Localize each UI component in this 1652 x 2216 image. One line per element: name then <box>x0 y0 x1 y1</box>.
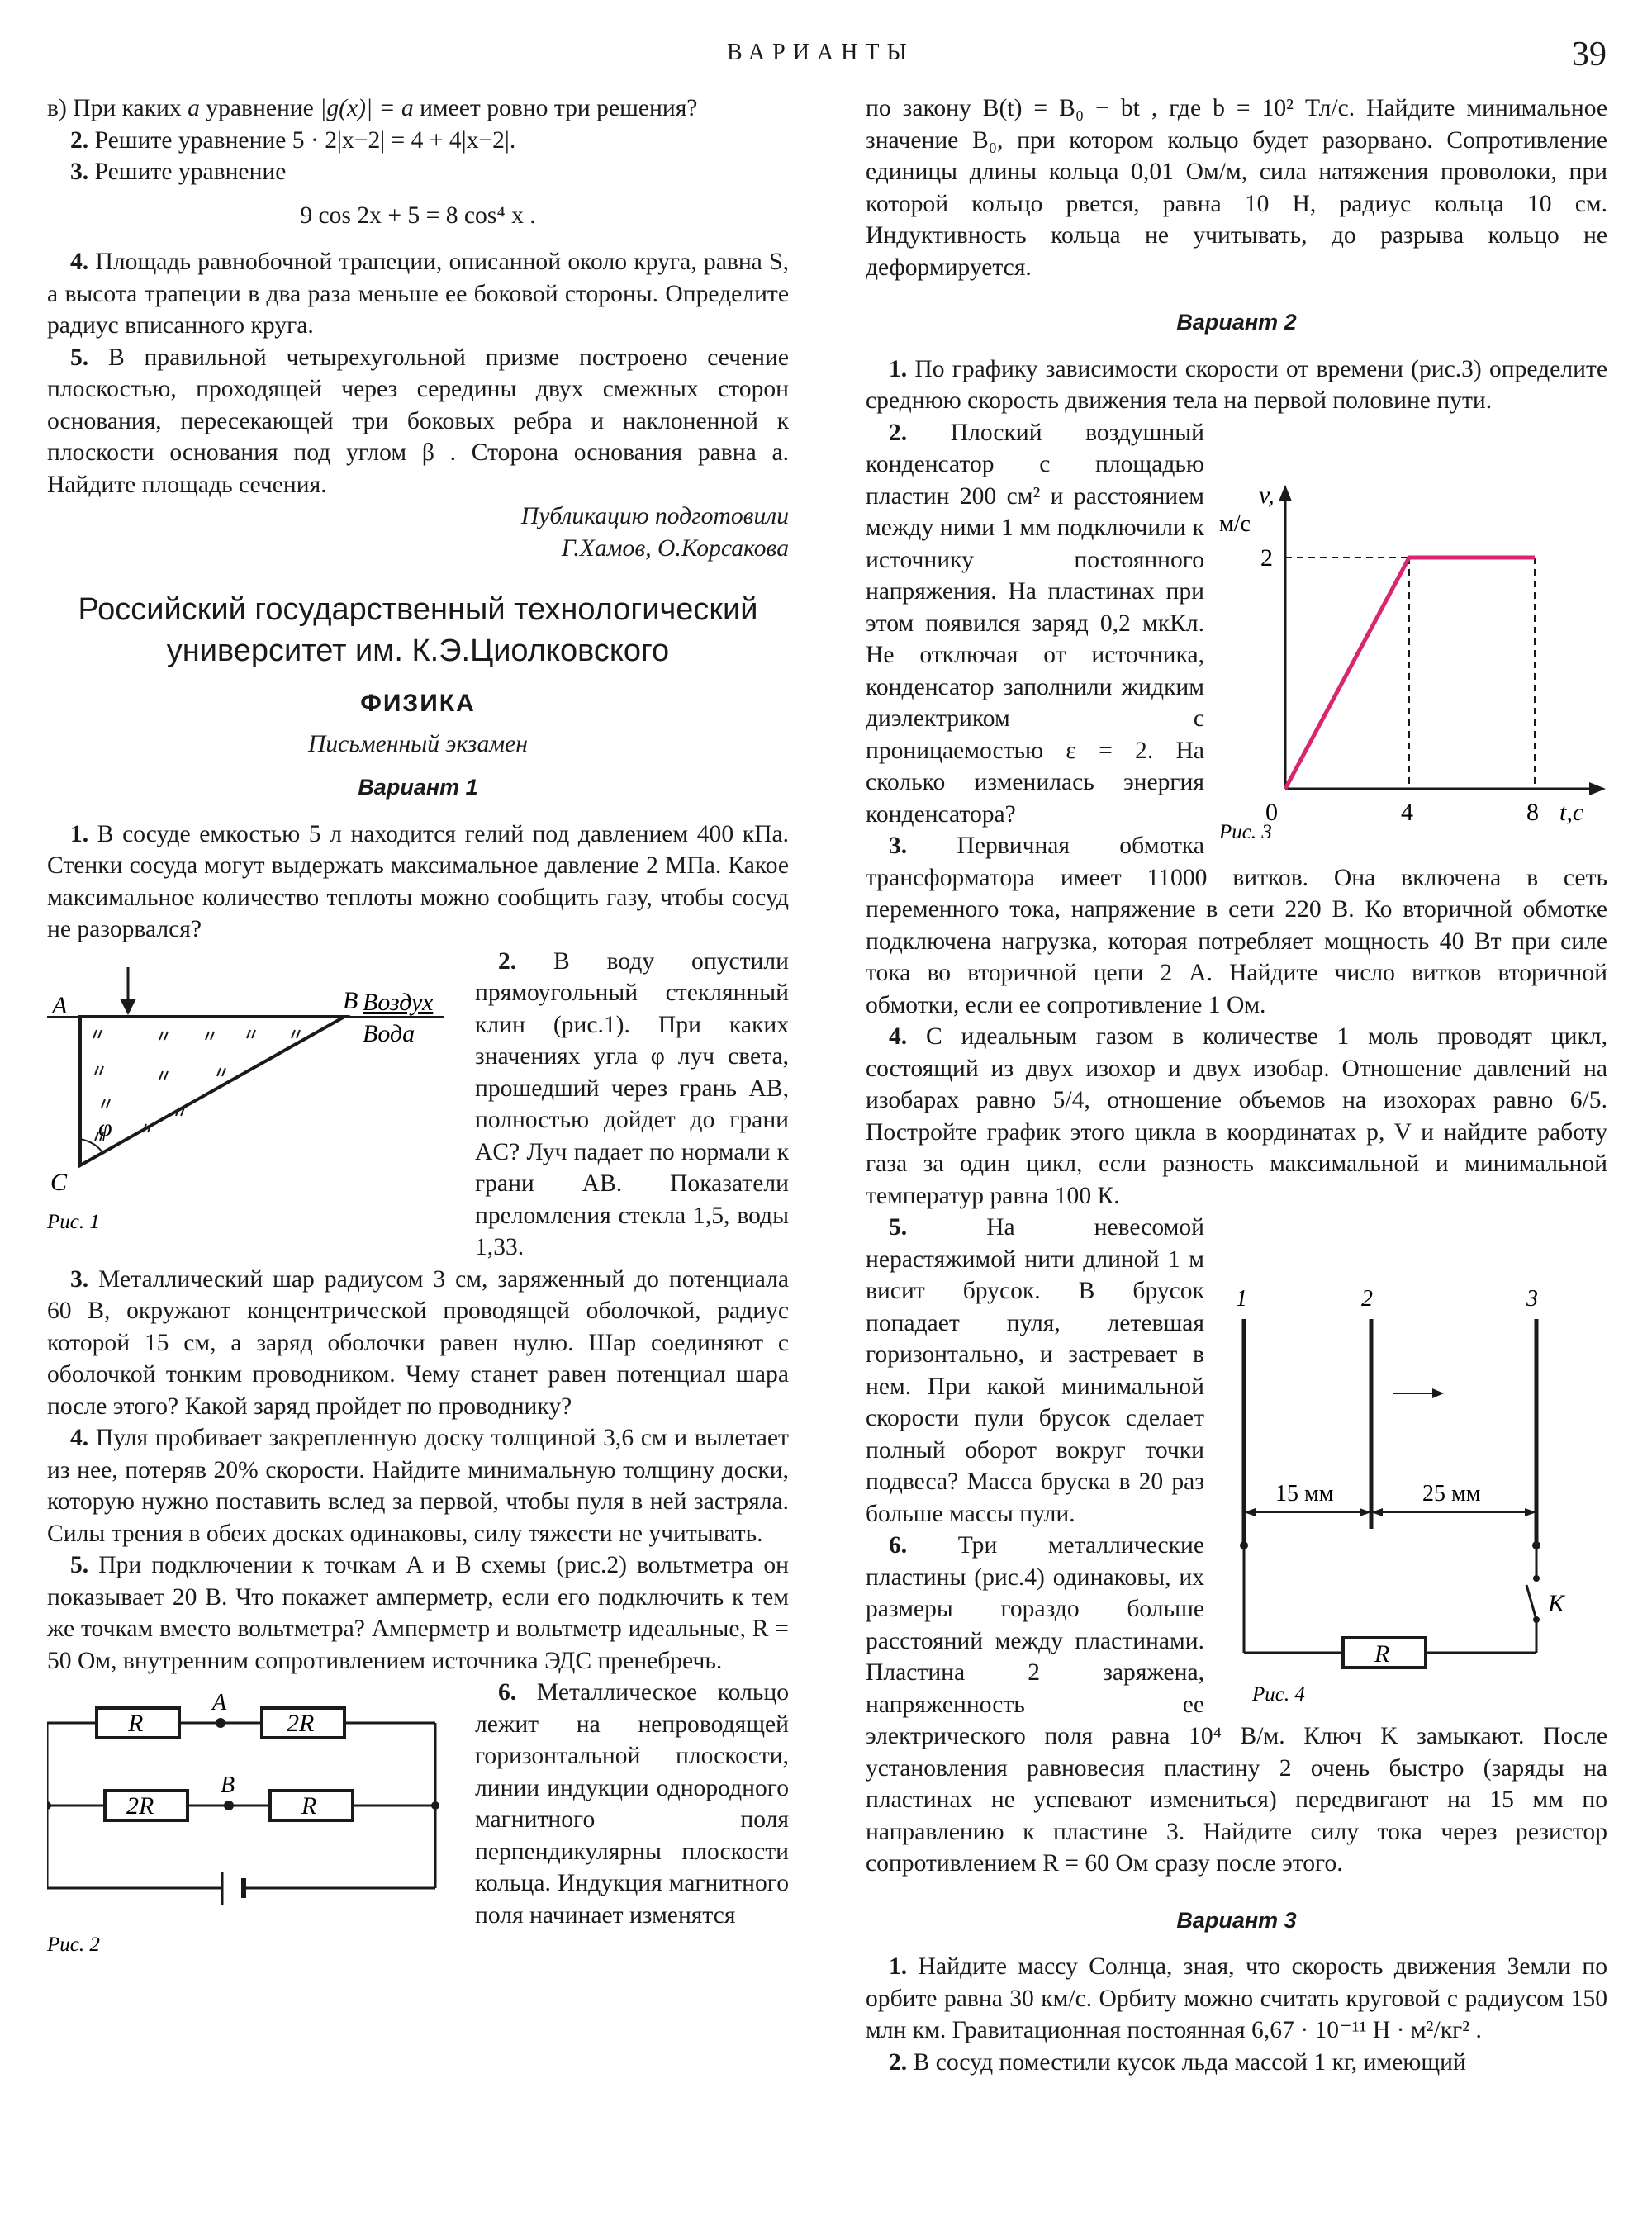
plate-1-label: 1 <box>1236 1286 1247 1312</box>
math-problem-1v: в) При каких a уравнение |g(x)| = a имеет ровно три решения? <box>47 95 698 121</box>
motion-arrowhead <box>1432 1388 1444 1398</box>
y-label-v: v, <box>1259 482 1275 509</box>
vertex-c-label: C <box>50 1168 68 1196</box>
plate-2-label: 2 <box>1361 1286 1373 1312</box>
left-column <box>47 93 789 1967</box>
r3-label: 2R <box>126 1792 154 1820</box>
v2-problem-4: 4. С идеальным газом в количестве 1 моль проводят цикл, состоящий из двух изохор и двух изобар. Отношение давлений на изобарах равно 5/4, отношение объемов на изохорах равно 6/5. Постройте график этого цикла в координатах p, V и найдите работу газа за один цикл, если разность максимальной и минимальной температур равна 100 К. <box>866 1023 1607 1209</box>
vertex-a-label: A <box>52 991 68 1019</box>
figure-3-caption: Рис. 3 <box>1219 820 1272 838</box>
variant-3-heading: Вариант 3 <box>1176 1907 1297 1933</box>
figure-4-caption: Рис. 4 <box>1252 1683 1305 1702</box>
running-header <box>0 36 1652 74</box>
resistor-label: R <box>1374 1640 1390 1668</box>
point-b-label: B <box>221 1772 235 1798</box>
y-axis-arrow <box>1279 485 1292 501</box>
v1-problem-6-continued: по закону B(t) = B₀ − bt , где b = 10² Тл/с. Найдите минимальное значение B₀, при котором кольцо будет разорвано. Сопротивление единицы длины кольца 0,01 Ом/м, сила натяжения проволоки, при которой кольцо рвется, равна 10 Н, радиус кольца 10 см. Индуктивность кольца не учитывать, до разрыва кольцо не деформируется. <box>866 95 1607 281</box>
figure-2-caption: Рис. 2 <box>47 1934 100 1954</box>
y-tick-2: 2 <box>1260 543 1273 572</box>
v3-problem-2: 2. В сосуд поместили кусок льда массой 1 кг, имеющий <box>889 2048 1466 2076</box>
glass-wedge <box>80 1017 344 1165</box>
subject-heading: ФИЗИКА <box>360 690 476 717</box>
node-a <box>216 1718 225 1728</box>
y-label-unit: м/с <box>1219 510 1251 537</box>
university-title: Российский государственный технологический университет им. К.Э.Циолковского <box>78 592 758 668</box>
running-title: ВАРИАНТЫ <box>727 40 914 65</box>
v2-problem-3: 3. Первичная обмотка трансформатора имеет 11000 витков. Она включена в сеть переменного тока, напряжение в сети 220 В. Ко вторичной обмотке подключена нагрузка, которая потребляет мощность 40 Вт при силе тока во вторичной цепи 2 А. Найдите число витков вторичной обмотки, если ее сопротивление 1 Ом. <box>866 833 1607 1018</box>
water-label: Вода <box>363 1019 415 1047</box>
v1-problem-3: 3. Металлический шар радиусом 3 см, заряженный до потенциала 60 В, окружают концентрической проводящей оболочкой, радиус которой 15 см, а заряд оболочки равен нулю. Шар соединяют с оболочкой тонким проводником. Чему станет равен потенциал шара после этого? Какой заряд пройдет по проводнику? <box>47 1265 789 1420</box>
credit-line-1: Публикацию подготовили <box>520 503 789 529</box>
x-tick-4: 4 <box>1401 798 1413 826</box>
glass-hatching <box>93 1030 300 1141</box>
figure-2 <box>47 1682 460 1963</box>
v1-problem-4: 4. Пуля пробивает закрепленную доску толщиной 3,6 см и вылетает из нее, потеряв 20% скорости. Найдите минимальную толщину доски, которую нужно поставить вслед за первой, чтобы пуля в ней застряла. Силы трения в обеих досках одинаковы, силу тяжести не учитывать. <box>47 1425 789 1547</box>
exam-type: Письменный экзамен <box>308 730 528 757</box>
node-right <box>431 1801 439 1810</box>
credit-line-2: Г.Хамов, О.Корсакова <box>561 534 789 562</box>
r1-label: R <box>128 1710 144 1737</box>
figure-4 <box>1219 1281 1607 1711</box>
v1-problem-2: 2. В воду опустили прямоугольный стеклянный клин (рис.1). При каких значениях угла φ луч света, прошедший через грань AB, полностью дойдет до грани AC? Луч падает по нормали к грани AB. Показатели преломления стекла 1,5, воды 1,33. <box>475 947 789 1260</box>
right-column <box>866 93 1607 2078</box>
variant-1-heading: Вариант 1 <box>358 775 478 800</box>
v3-problem-1: 1. Найдите массу Солнца, зная, что скорость движения Земли по орбите равна 30 км/с. Орбиту можно считать круговой с радиусом 150 млн км. Гравитационная постоянная 6,67 · 10⁻¹¹ Н · м²/кг² . <box>866 1953 1607 2043</box>
figure-3 <box>1219 483 1607 847</box>
math-problem-4: 4. Площадь равнобочной трапеции, описанной около круга, равна S, а высота трапеции в два раза меньше ее боковой стороны. Определите радиус вписанного круга. <box>47 249 789 339</box>
math-problem-3: 3. Решите уравнение <box>70 159 287 185</box>
point-a-label: A <box>212 1690 227 1715</box>
velocity-graph <box>1219 483 1607 838</box>
x-tick-8: 8 <box>1526 798 1539 826</box>
v1-problem-1: 1. В сосуде емкостью 5 л находится гелий под давлением 400 кПа. Стенки сосуда могут выдержать максимальное давление 2 МПа. Какое максимальное количество теплоты можно сообщить газу, чтобы сосуд не разорвался? <box>47 820 789 942</box>
air-label: Воздух <box>363 988 434 1016</box>
ray-arrowhead <box>120 999 136 1015</box>
v2-problem-2: 2. Плоский воздушный конденсатор с площадью пластин 200 см² и расстоянием между ними 1 мм подключили к источнику постоянного напряжения. На пластинах при этом появился заряд 0,2 мкКл. Не отключая от источника, конденсатор заполнили жидким диэлектриком с проницаемостью ε = 2. На сколько изменилась энергия конденсатора? <box>866 419 1204 828</box>
figure-1 <box>47 951 460 1241</box>
v2-problem-1: 1. По графику зависимости скорости от времени (рис.3) определите среднюю скорость движения тела на первой половине пути. <box>866 355 1607 414</box>
x-axis-arrow <box>1589 782 1606 795</box>
x-label-t: t,c <box>1559 798 1584 826</box>
r2-label: 2R <box>287 1710 315 1737</box>
circuit-diagram <box>47 1682 460 1954</box>
math-problem-5: 5. В правильной четырехугольной призме построено сечение плоскостью, проходящей через середины двух смежных сторон основания, пересекающей три боковых ребра и наклоненной к плоскости основания под углом β . Сторона основания равна a. Найдите площадь сечения. <box>47 344 789 498</box>
plates-diagram <box>1219 1281 1607 1702</box>
v1-problem-6: 6. Металлическое кольцо лежит на непроводящей горизонтальной плоскости, линии индукции однородного магнитного поля перпендикулярны плоскости кольца. Индукция магнитного поля начинает изменятся <box>475 1679 789 1929</box>
distance-15mm: 15 мм <box>1275 1481 1334 1507</box>
key-switch <box>1526 1585 1536 1620</box>
math-problem-3-formula: 9 cos 2x + 5 = 8 cos⁴ x . <box>300 202 536 229</box>
vertex-b-label: B <box>343 986 358 1014</box>
key-label: K <box>1548 1590 1565 1617</box>
v2-problem-5: 5. На невесомой нерастяжимой нити длиной 1 м висит брусок. В брусок попадает пуля, летевшая горизонтально, и застревает в нем. При какой минимальной скорости пули брусок сделает полный оборот вокруг точки подвеса? Масса бруска в 20 раз больше массы пули. <box>866 1214 1204 1527</box>
origin-label: 0 <box>1265 798 1278 826</box>
figure-1-caption: Рис. 1 <box>47 1210 100 1231</box>
variant-2-heading: Вариант 2 <box>1176 310 1297 335</box>
plate-3-label: 3 <box>1526 1286 1538 1312</box>
node-b <box>224 1801 234 1810</box>
page-number: 39 <box>1572 36 1607 74</box>
node-left <box>47 1801 51 1810</box>
r4-label: R <box>301 1792 317 1820</box>
angle-phi-label: φ <box>98 1113 112 1141</box>
wedge-diagram <box>47 951 460 1231</box>
math-problem-2: 2. Решите уравнение 5 · 2|x−2| = 4 + 4|x−2|. <box>70 126 516 154</box>
v2-problem-6: 6. Три металлические пластины (рис.4) одинаковы, их размеры гораздо больше расстояний между пластинами. Пластина 2 заряжена, напряженность ее электрического поля равна 10⁴ В/м. Ключ K замыкают. После установления равновесия пластину 2 очень быстро (заряды на пластинах не успевают измениться) передвигают на 15 мм по направлению к пластине 3. Найдите силу тока через резистор сопротивлением R = 60 Ом сразу после этого. <box>866 1532 1607 1877</box>
distance-25mm: 25 мм <box>1422 1481 1481 1507</box>
v1-problem-5: 5. При подключении к точкам A и B схемы (рис.2) вольтметра он показывает 20 В. Что покажет амперметр, если его подключить к тем же точкам вместо вольтметра? Амперметр и вольтметр идеальные, R = 50 Ом, внутренним сопротивлением источника ЭДС пренебречь. <box>47 1552 789 1674</box>
